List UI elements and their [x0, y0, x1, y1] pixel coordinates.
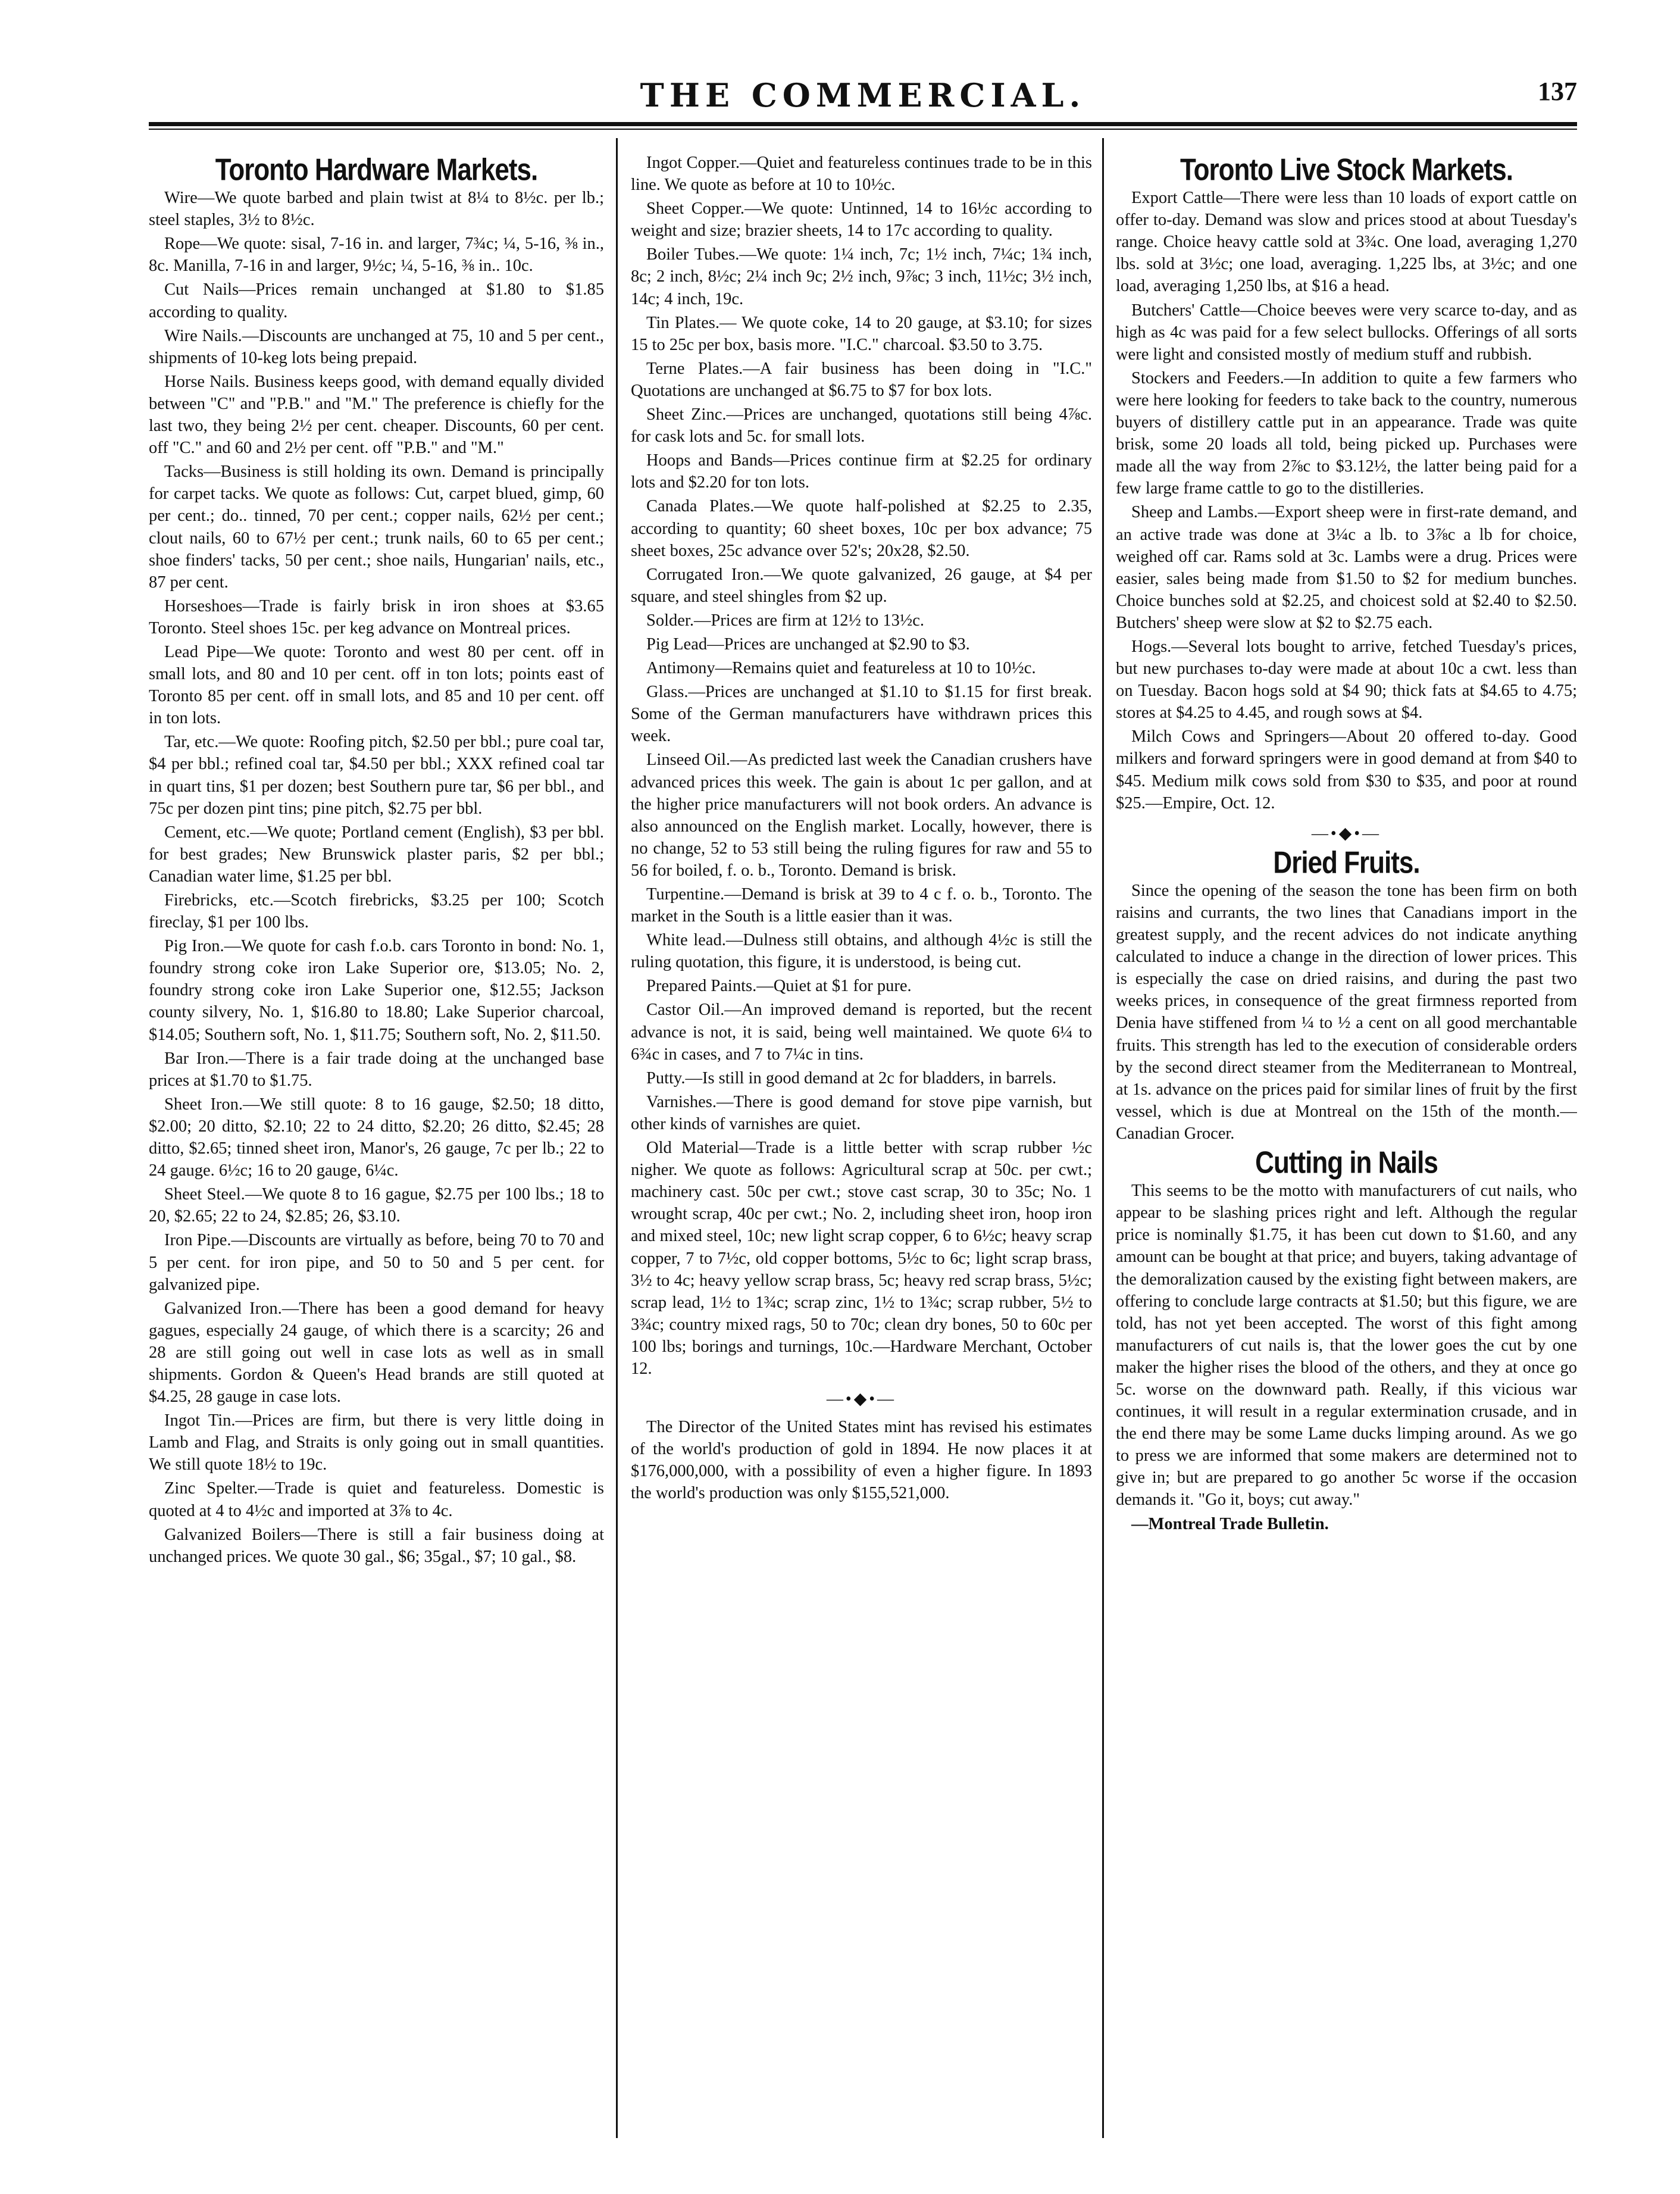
paragraph: Lead Pipe—We quote: Toronto and west 80 per cent. off in small lots, and 80 and 10 per cent. off in ton lots; points east of Toronto 85 per cent. off in small lots, and 85 and 10 per cent. off in ton lots.: [149, 642, 604, 728]
paragraph: Terne Plates.—A fair business has been doing in "I.C." Quotations are unchanged at $6.75 to $7 for box lots.: [631, 359, 1092, 400]
paragraph: Tacks—Business is still holding its own. Demand is principally for carpet tacks. We quote as follows: Cut, carpet blued, gimp, 60 per cent.; do.. tinned, 70 per cent.; copper nails, 62½ per cent.; clout nails, 60 to 67½ per cent.; trunk nails, 60 to 65 per cent.; shoe finders' tacks, 50 per cent.; shoe nails, Hungarian' nails, etc., 87 per cent.: [149, 462, 604, 592]
paragraph: Pig Lead—Prices are unchanged at $2.90 to $3.: [646, 635, 970, 654]
paragraph: Wire—We quote barbed and plain twist at 8¼ to 8½c. per lb.; steel staples, 3½ to 8½c.: [149, 189, 604, 230]
paragraph: Prepared Paints.—Quiet at $1 for pure.: [646, 977, 912, 996]
paragraph: Export Cattle—There were less than 10 loads of export cattle on offer to-day. Demand was slow and prices stood at about Tuesday's range. Choice heavy cattle sold at 3¾c. One load, averaging 1,270 lbs. sold at 3½c; one load, averaging. 1,225 lbs, at 3½c; and one load, averaging 1,250 lbs, at $16 a head.: [1116, 189, 1577, 296]
article-signoff: —Montreal Trade Bulletin.: [1131, 1514, 1329, 1533]
paragraph: Rope—We quote: sisal, 7-16 in. and larger, 7¾c; ¼, 5-16, ⅜ in., 8c. Manilla, 7-16 in and larger, 9½c; ¼, 5-16, ⅜ in.. 10c.: [149, 235, 604, 276]
paragraph: Solder.—Prices are firm at 12½ to 13½c.: [646, 611, 924, 630]
paragraph: Horse Nails. Business keeps good, with demand equally divided between "C" and "P.B." and "M." The preference is chiefly for the last two, they being 2½ per cent. cheaper. Discounts, 60 per cent. off "C." and 60 and 2½ per cent. off "P.B." and "M.": [149, 372, 604, 458]
paragraph: Since the opening of the season the tone has been firm on both raisins and currants, the two lines that Canadians import in the greatest supply, and the recent advices do not indicate anything calculated to induce a change in the direction of lower prices. This is especially the case on dried raisins, and during the past two weeks prices, in consequence of the great firmness reported from Denia have stiffened from ¼ to ½ a cent on all good merchantable fruits. This strength has led to the execution of considerable orders by the second direct steamer from the Mediterranean to Montreal, at 1s. advance on the prices paid for similar lines of fruit by the first vessel, which is due at Montreal on the 15th of the month.—Canadian Grocer.: [1116, 881, 1577, 1143]
paragraph: Sheet Zinc.—Prices are unchanged, quotations still being 4⅞c. for cask lots and 5c. for small lots.: [631, 405, 1092, 446]
column-3: [1116, 152, 1577, 2140]
column-rule-1: [616, 138, 618, 2138]
paragraph: Sheet Iron.—We still quote: 8 to 16 gauge, $2.50; 18 ditto, $2.00; 20 ditto, $2.10; 22 to 24 ditto, $2.20; 26 ditto, $2.45; 28 ditto, $2.65; tinned sheet iron, Manor's, 26 gauge, 7c per lb.; 22 to 24 gauge. 6½c; 16 to 20 gauge, 6¼c.: [149, 1095, 604, 1180]
paragraph: Iron Pipe.—Discounts are virtually as before, being 70 to 70 and 5 per cent. for iron pipe, and 50 to 50 and 5 per cent. for galvanized pipe.: [149, 1231, 604, 1294]
masthead: THE COMMERCIAL.: [640, 76, 1086, 114]
paragraph: Sheet Steel.—We quote 8 to 16 gague, $2.75 per 100 lbs.; 18 to 20, $2.65; 22 to 24, $2.85; 26, $3.10.: [149, 1185, 604, 1226]
paragraph: Tar, etc.—We quote: Roofing pitch, $2.50 per bbl.; pure coal tar, $4 per bbl.; refined coal tar, $4.50 per bbl.; XXX refined coal tar in quart tins, $1 per dozen; best Southern pure tar, $6 per bbl., and 75c per dozen pint tins; pine pitch, $2.75 per bbl.: [149, 733, 604, 818]
paragraph: Galvanized Iron.—There has been a good demand for heavy gagues, especially 24 gauge, of which there is a scarcity; 26 and 28 are still going out well in case lots as well as in small shipments. Gordon & Queen's Head brands are still quoted at $4.25, 28 gauge in case lots.: [149, 1299, 604, 1407]
column-2: [631, 152, 1092, 2140]
paragraph: Ingot Copper.—Quiet and featureless continues trade to be in this line. We quote as before at 10 to 10½c.: [631, 154, 1092, 195]
article-body: [1116, 187, 1577, 814]
header-rule-thin: [149, 129, 1577, 130]
article-heading: Dried Fruits.: [1273, 845, 1420, 880]
paragraph: Stockers and Feeders.—In addition to quite a few farmers who were here looking for feeders to take back to the country, numerous buyers of distillery cattle put in an appearance. Trade was quite brisk, some 20 loads all told, being picked up. Purchases were made all the way from 2⅞c to $3.12½, the latter being paid for a few large frame cattle to go to the distilleries.: [1116, 368, 1577, 498]
paragraph: Putty.—Is still in good demand at 2c for bladders, in barrels.: [646, 1068, 1057, 1087]
section-divider: —•◆•—: [826, 1390, 897, 1409]
paragraph: Canada Plates.—We quote half-polished at $2.25 to 2.35, according to quantity; 60 sheet boxes, 10c per box advance; 75 sheet boxes, 25c advance over 52's; 20x28, $2.50.: [631, 497, 1092, 560]
paragraph: Cement, etc.—We quote; Portland cement (English), $3 per bbl. for best grades; New Brunswick plaster paris, $2 per bbl.; Canadian water lime, $1.25 per bbl.: [149, 823, 604, 886]
paragraph: Glass.—Prices are unchanged at $1.10 to $1.15 for first break. Some of the German manufacturers have withdrawn prices this week.: [631, 683, 1092, 746]
article-body: [1116, 1180, 1577, 1511]
paragraph: Horseshoes—Trade is fairly brisk in iron shoes at $3.65 Toronto. Steel shoes 15c. per keg advance on Montreal prices.: [149, 596, 604, 637]
paragraph: Boiler Tubes.—We quote: 1¼ inch, 7c; 1½ inch, 7¼c; 1¾ inch, 8c; 2 inch, 8½c; 2¼ inch 9c; 2½ inch, 9⅞c; 3 inch, 11½c; 3½ inch, 14c; 4 inch, 19c.: [631, 245, 1092, 308]
column-rule-2: [1102, 138, 1104, 2138]
paragraph: Hogs.—Several lots bought to arrive, fetched Tuesday's prices, but new purchases to-day were made at about 10c a cwt. less than on Tuesday. Bacon hogs sold at $4 90; thick fats at $4.65 to 4.75; stores at $4.25 to 4.45, and rough sows at $4.: [1116, 637, 1577, 723]
mint-paragraph: The Director of the United States mint has revised his estimates of the world's production of gold in 1894. He now places it at $176,000,000, with a possibility of even a higher figure. In 1893 the world's production was only $155,521,000.: [631, 1418, 1092, 1503]
paragraph: Bar Iron.—There is a fair trade doing at the unchanged base prices at $1.70 to $1.75.: [149, 1049, 604, 1090]
article-body: [1116, 880, 1577, 1145]
section-divider: —•◆•—: [1311, 824, 1382, 843]
paragraph: White lead.—Dulness still obtains, and although 4½c is still the ruling quotation, this figure, it is understood, is being cut.: [631, 931, 1092, 972]
article-heading: Cutting in Nails: [1255, 1145, 1438, 1180]
article-body: [631, 152, 1092, 1380]
paragraph: Pig Iron.—We quote for cash f.o.b. cars Toronto in bond: No. 1, foundry strong coke iron Lake Superior ore, $13.05; No. 2, foundry strong coke iron Lake Superior one, $12.55; Jackson county silvery, No. 1, $16.80 to 18.80; Lake Superior charcoal, $14.05; Southern soft, No. 1, $11.75; Southern soft, No. 2, $11.50.: [149, 937, 604, 1044]
paragraph: Zinc Spelter.—Trade is quiet and featureless. Domestic is quoted at 4 to 4½c and imported at 3⅞ to 4c.: [149, 1479, 604, 1520]
page-header: [149, 76, 1577, 112]
paragraph: Hoops and Bands—Prices continue firm at $2.25 for ordinary lots and $2.20 for ton lots.: [631, 451, 1092, 492]
article-heading: Toronto Live Stock Markets.: [1180, 152, 1513, 187]
paragraph: Milch Cows and Springers—About 20 offered to-day. Good milkers and forward springers were in good demand at from $40 to $45. Medium milk cows sold from $30 to $35, and poor at round $25.—Empire, Oct. 12.: [1116, 727, 1577, 812]
header-rule: [149, 122, 1577, 126]
paragraph: Galvanized Boilers—There is still a fair business doing at unchanged prices. We quote 30 gal., $6; 35gal., $7; 10 gal., $8.: [149, 1525, 604, 1566]
paragraph: Sheep and Lambs.—Export sheep were in first-rate demand, and an active trade was done at 3¼c a lb. to 3⅞c a lb for choice, weighed off car. Rams sold at 3c. Lambs were a drug. Prices were easier, sales being made from $1.50 to $2 for medium bunches. Choice bunches sold at $2.25, and choicest sold at $2.40 to $2.50. Butchers' sheep were slow at $2 to $2.75 each.: [1116, 503, 1577, 632]
paragraph: Cut Nails—Prices remain unchanged at $1.80 to $1.85 according to quality.: [149, 280, 604, 321]
article-heading: Toronto Hardware Markets.: [215, 152, 538, 187]
paragraph: This seems to be the motto with manufacturers of cut nails, who appear to be slashing prices right and left. Although the regular price is nominally $1.75, it has been cut down to $1.60, and any amount can be bought at that price; and buyers, taking advantage of the demoralization caused by the existing fight between makers, are offering to conclude large contracts at $1.50; but this figure, we are told, has not yet been accepted. The worst of this fight among manufacturers of cut nails is, that the lower goes the cut by one maker the higher rises the blood of the others, and they at once go 5c. worse on the downward path. Really, if this vicious war continues, it will result in a regular extermination crusade, and in the end there may be some Lame ducks limping around. As we go to press we are informed that some makers are determined not to give in; but are prepared to go another 5c worse if the occasion demands it. "Go it, boys; cut away.": [1116, 1182, 1577, 1509]
paragraph: Tin Plates.— We quote coke, 14 to 20 gauge, at $3.10; for sizes 15 to 25c per box, basis more. "I.C." charcoal. $3.50 to 3.75.: [631, 313, 1092, 354]
page-number: 137: [1538, 77, 1577, 106]
paragraph: Castor Oil.—An improved demand is reported, but the recent advance is not, it is said, being well maintained. We quote 6¼ to 6¾c in cases, and 7 to 7¼c in tins.: [631, 1001, 1092, 1064]
column-1: [149, 152, 604, 2140]
paragraph: Varnishes.—There is good demand for stove pipe varnish, but other kinds of varnishes are quiet.: [631, 1092, 1092, 1133]
paragraph: Ingot Tin.—Prices are firm, but there is very little doing in Lamb and Flag, and Straits is only going out in small quantities. We still quote 18½ to 19c.: [149, 1411, 604, 1474]
article-body: [149, 187, 604, 1568]
paragraph: Old Material—Trade is a little better with scrap rubber ½c nigher. We quote as follows: Agricultural scrap at 50c. per cwt.; machinery cast. 50c per cwt.; stove cast scrap, 30 to 35c; No. 1 wrought scrap, 40c per cwt.; No. 2, including sheet iron, hoop iron and mixed steel, 10c; new light scrap copper, 6 to 6½c; heavy scrap copper, 7 to 7½c, old copper bottoms, 5½c to 6c; light scrap brass, 3½ to 4c; heavy yellow scrap brass, 5c; heavy red scrap brass, 5½c; scrap lead, 1½ to 1¾c; scrap zinc, 1½ to 1¾c; scrap rubber, 5½ to 3¾c; country mixed rags, 50 to 70c; clean dry bones, 50 to 60c per 100 lbs; borings and turnings, 10c.—Hardware Merchant, October 12.: [631, 1139, 1092, 1378]
paragraph: Turpentine.—Demand is brisk at 39 to 4 c f. o. b., Toronto. The market in the South is a little easier than it was.: [631, 885, 1092, 926]
paragraph: Wire Nails.—Discounts are unchanged at 75, 10 and 5 per cent., shipments of 10-keg lots being prepaid.: [149, 326, 604, 367]
paragraph: Corrugated Iron.—We quote galvanized, 26 gauge, at $4 per square, and steel shingles from $2 up.: [631, 565, 1092, 606]
paragraph: Antimony—Remains quiet and featureless at 10 to 10½c.: [646, 659, 1036, 678]
paragraph: Sheet Copper.—We quote: Untinned, 14 to 16½c according to weight and size; brazier sheets, 14 to 17c according to quality.: [631, 199, 1092, 240]
paragraph: Firebricks, etc.—Scotch firebricks, $3.25 per 100; Scotch fireclay, $1 per 100 lbs.: [149, 891, 604, 932]
paragraph: Butchers' Cattle—Choice beeves were very scarce to-day, and as high as 4c was paid for a few select bullocks. Offerings of all sorts were light and consisted mostly of medium stuff and rubbish.: [1116, 301, 1577, 364]
paragraph: Linseed Oil.—As predicted last week the Canadian crushers have advanced prices this week. The gain is about 1c per gallon, and at the higher price manufacturers will not book orders. An advance is also announced on the English market. Locally, however, there is no change, 52 to 53 still being the ruling figures for raw and 55 to 56 for boiled, f. o. b., Toronto. Demand is brisk.: [631, 751, 1092, 880]
